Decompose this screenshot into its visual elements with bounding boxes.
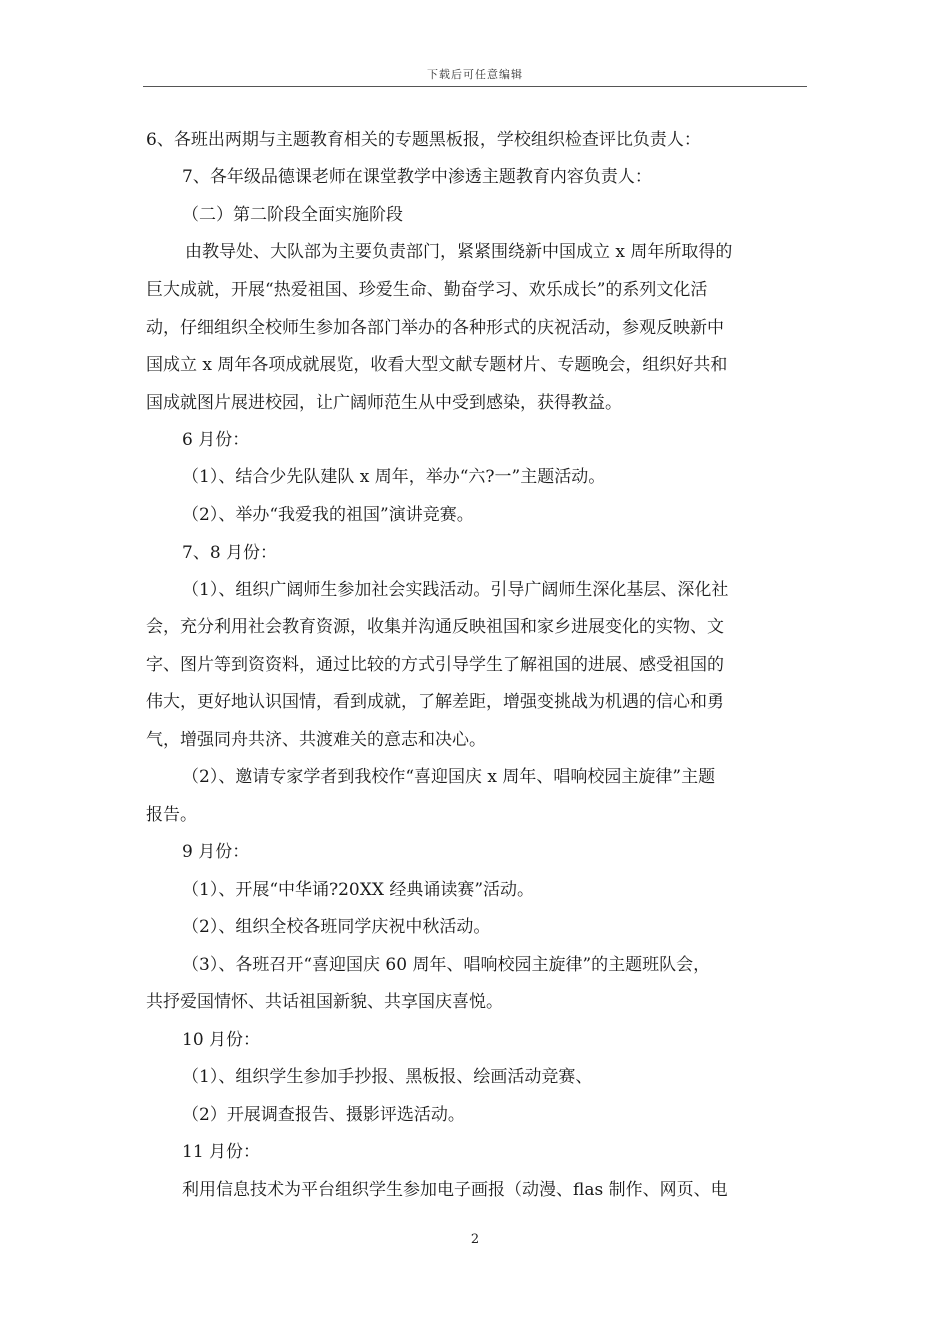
month-heading: 9 月份： (182, 842, 250, 862)
paragraph-line: 利用信息技术为平台组织学生参加电子画报（动漫、flas 制作、网页、电 (182, 1180, 728, 1200)
list-item: （2）开展调查报告、摄影评选活动。 (182, 1105, 465, 1125)
month-heading: 11 月份： (182, 1142, 261, 1162)
list-item: （1）、组织广阔师生参加社会实践活动。引导广阔师生深化基层、深化社 (182, 580, 729, 600)
paragraph-line: 伟大，更好地认识国情，看到成就，了解差距，增强变挑战为机遇的信心和勇 (146, 692, 724, 712)
paragraph-line: 6、各班出两期与主题教育相关的专题黑板报，学校组织检查评比负责人： (146, 130, 701, 150)
paragraph-line: 报告。 (146, 805, 197, 825)
list-item: （3）、各班召开“喜迎国庆 60 周年、唱响校园主旋律”的主题班队会， (182, 955, 711, 975)
paragraph-line: 国成立 x 周年各项成就展览，收看大型文献专题材片、专题晚会，组织好共和 (146, 355, 728, 375)
paragraph-line: 共抒爱国情怀、共话祖国新貌、共享国庆喜悦。 (146, 992, 503, 1012)
month-heading: 10 月份： (182, 1030, 261, 1050)
paragraph-line: 动，仔细组织全校师生参加各部门举办的各种形式的庆祝活动，参观反映新中 (146, 318, 724, 338)
section-heading: （二）第二阶段全面实施阶段 (182, 205, 403, 225)
list-item: （1）、结合少先队建队 x 周年，举办“六?一”主题活动。 (182, 467, 606, 487)
paragraph-line: 7、各年级品德课老师在课堂教学中渗透主题教育内容负责人： (182, 167, 652, 187)
paragraph-line: 字、图片等到资资料，通过比较的方式引导学生了解祖国的进展、感受祖国的 (146, 655, 724, 675)
page-header: 下载后可任意编辑 (427, 68, 523, 81)
paragraph-line: 会，充分利用社会教育资源，收集并沟通反映祖国和家乡进展变化的实物、文 (146, 617, 724, 637)
list-item: （2）、举办“我爱我的祖国”演讲竞赛。 (182, 505, 474, 525)
month-heading: 6 月份： (182, 430, 250, 450)
header-divider (143, 86, 807, 87)
page-number: 2 (470, 1232, 480, 1247)
paragraph-line: 气，增强同舟共济、共渡难关的意志和决心。 (146, 730, 486, 750)
list-item: （1）、开展“中华诵?20XX 经典诵读赛”活动。 (182, 880, 535, 900)
list-item: （2）、邀请专家学者到我校作“喜迎国庆 x 周年、唱响校园主旋律”主题 (182, 767, 716, 787)
list-item: （1）、组织学生参加手抄报、黑板报、绘画活动竞赛、 (182, 1067, 593, 1087)
list-item: （2）、组织全校各班同学庆祝中秋活动。 (182, 917, 491, 937)
paragraph-line: 国成就图片展进校园，让广阔师范生从中受到感染，获得教益。 (146, 393, 622, 413)
paragraph-line: 由教导处、大队部为主要负责部门，紧紧围绕新中国成立 x 周年所取得的 (185, 242, 733, 262)
paragraph-line: 巨大成就，开展“热爱祖国、珍爱生命、勤奋学习、欢乐成长”的系列文化活 (146, 280, 708, 300)
month-heading: 7、8 月份： (182, 543, 278, 563)
